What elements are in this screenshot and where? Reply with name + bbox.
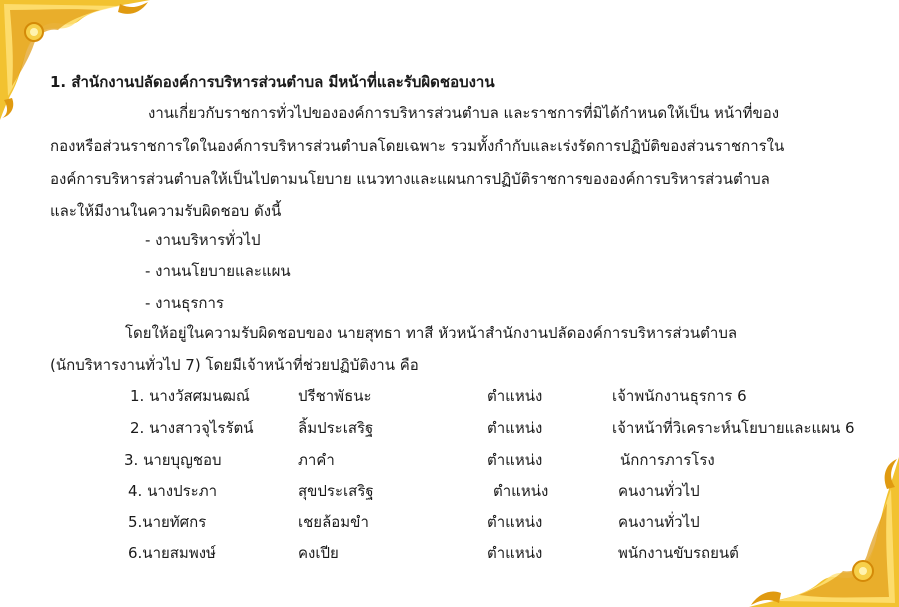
task-item: - งานนโยบายและแผน: [145, 262, 291, 280]
staff-number-name: 1. นางวัสศมนฒณ์: [130, 387, 250, 405]
paragraph-line: และให้มีงานในความรับผิดชอบ ดังนี้: [50, 202, 282, 220]
responsibility-line: โดยให้อยู่ในความรับผิดชอบของ นายสุทธา ทาสี หัวหน้าสำนักงานปลัดองค์การบริหารส่วนตำบล: [125, 324, 738, 342]
staff-number-name: 5.นายทัศกร: [128, 513, 207, 531]
staff-position: เจ้าพนักงานธุรการ 6: [612, 387, 747, 405]
staff-number-name: 3. นายบุญชอบ: [124, 451, 222, 469]
paragraph-line: งานเกี่ยวกับราชการทั่วไปขององค์การบริหารส่วนตำบล และราชการที่มิได้กำหนดให้เป็น หน้าที่ของ: [148, 104, 780, 122]
staff-surname: ภาคำ: [298, 451, 335, 469]
staff-number-name: 2. นางสาวจุไรรัตน์: [130, 419, 254, 437]
staff-position-label: ตำแหน่ง: [487, 419, 543, 437]
paragraph-line: กองหรือส่วนราชการใดในองค์การบริหารส่วนตำบลโดยเฉพาะ รวมทั้งกำกับและเร่งรัดการปฏิบัติของส่วนราชการใน: [50, 137, 785, 155]
staff-position: นักการภารโรง: [620, 451, 715, 469]
task-item: - งานบริหารทั่วไป: [145, 231, 261, 249]
staff-surname: ปรีชาพัธนะ: [298, 387, 372, 405]
thai-corner-ornament-icon: [749, 457, 899, 607]
staff-position: คนงานทั่วไป: [618, 482, 700, 500]
staff-position-label: ตำแหน่ง: [487, 387, 543, 405]
staff-position-label: ตำแหน่ง: [487, 544, 543, 562]
thai-corner-ornament-icon: [0, 0, 150, 120]
section-heading: 1. สำนักงานปลัดองค์การบริหารส่วนตำบล มีหน้าที่และรับผิดชอบงาน: [50, 73, 495, 91]
task-item: - งานธุรการ: [145, 294, 224, 312]
staff-surname: คงเปีย: [298, 544, 339, 562]
staff-position-label: ตำแหน่ง: [493, 482, 549, 500]
staff-surname: สุขประเสริฐ: [298, 482, 374, 500]
staff-position: คนงานทั่วไป: [618, 513, 700, 531]
staff-surname: เชยล้อมขำ: [298, 513, 369, 531]
staff-position: พนักงานขับรถยนต์: [618, 544, 739, 562]
staff-number-name: 4. นางประภา: [128, 482, 218, 500]
paragraph-line: องค์การบริหารส่วนตำบลให้เป็นไปตามนโยบาย แนวทางและแผนการปฏิบัติราชการขององค์การบริหารส่วนตำบล: [50, 170, 770, 188]
responsibility-line: (นักบริหารงานทั่วไป 7) โดยมีเจ้าหน้าที่ช่วยปฏิบัติงาน คือ: [50, 356, 419, 374]
staff-number-name: 6.นายสมพงษ์: [128, 544, 216, 562]
staff-position-label: ตำแหน่ง: [487, 513, 543, 531]
staff-position: เจ้าหน้าที่วิเคราะห์นโยบายและแผน 6: [612, 419, 855, 437]
staff-surname: ลิ้มประเสริฐ: [298, 419, 374, 437]
staff-position-label: ตำแหน่ง: [487, 451, 543, 469]
